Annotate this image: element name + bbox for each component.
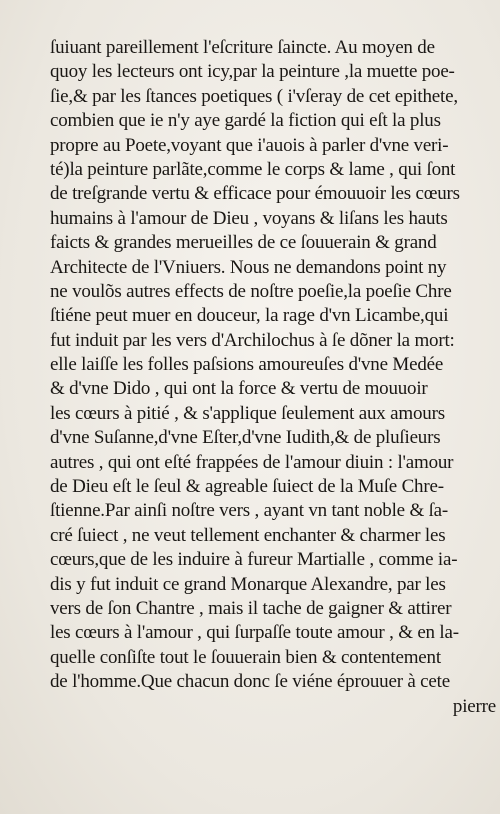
text-line-17: d'vne Suſanne,d'vne Eſter,d'vne Iudith,& de pluſieurs <box>50 427 441 449</box>
text-line-16: les cœurs à pitié , & s'applique ſeulement aux amours <box>50 402 445 424</box>
text-line-13: fut induit par les vers d'Archilochus à ſe dõner la mort: <box>50 329 455 351</box>
text-line-10: Architecte de l'Vniuers. Nous ne demandons point ny <box>50 256 447 278</box>
body-text <box>50 36 498 719</box>
text-line-2: quoy les lecteurs ont icy,par la peinture ,la muette poe- <box>50 61 455 83</box>
text-line-6: té)la peinture parlãte,comme le corps & lame , qui ſont <box>50 158 456 180</box>
text-line-15: & d'vne Dido , qui ont la force & vertu de mouuoir <box>50 378 428 400</box>
catchword: pierre <box>452 695 496 717</box>
text-line-3: ſie,& par les ſtances poetiques ( i'vſeray de cet epithete, <box>50 85 458 107</box>
text-line-4: combien que ie n'y aye gardé la fiction qui eſt la plus <box>50 110 441 132</box>
text-line-5: propre au Poete,voyant que i'auois à parler d'vne veri- <box>50 134 449 156</box>
text-line-1: ſuiuant pareillement l'eſcriture ſaincte. Au moyen de <box>50 37 435 58</box>
text-line-9: faicts & grandes merueilles de ce ſouuerain & grand <box>50 232 437 254</box>
text-line-24: vers de ſon Chantre , mais il tache de gaigner & attirer <box>50 597 452 619</box>
text-line-27: de l'homme.Que chacun donc ſe viéne éprouuer à cete <box>50 671 450 693</box>
text-line-12: ſtiéne peut muer en douceur, la rage d'vn Licambe,qui <box>50 305 449 327</box>
text-line-21: cré ſuiect , ne veut tellement enchanter & charmer les <box>50 524 446 546</box>
text-line-19: de Dieu eſt le ſeul & agreable ſuiect de la Muſe Chre- <box>50 476 444 498</box>
text-line-18: autres , qui ont eſté frappées de l'amour diuin : l'amour <box>50 451 454 473</box>
text-line-8: humains à l'amour de Dieu , voyans & liſans les hauts <box>50 207 448 229</box>
text-line-14: elle laiſſe les folles paſsions amoureuſes d'vne Medée <box>50 354 444 376</box>
text-line-25: les cœurs à l'amour , qui ſurpaſſe toute amour , & en la- <box>50 622 459 644</box>
text-line-20: ſtienne.Par ainſi noſtre vers , ayant vn tant noble & ſa- <box>50 500 449 522</box>
text-line-7: de treſgrande vertu & efficace pour émouuoir les cœurs <box>50 183 460 205</box>
text-line-23: dis y fut induit ce grand Monarque Alexandre, par les <box>50 573 446 595</box>
text-line-22: cœurs,que de les induire à fureur Martialle , comme ia- <box>50 549 458 571</box>
text-line-11: ne voulõs autres effects de noſtre poeſie,la poeſie Chre <box>50 280 452 302</box>
text-line-26: quelle conſiſte tout le ſouuerain bien & contentement <box>50 646 441 668</box>
